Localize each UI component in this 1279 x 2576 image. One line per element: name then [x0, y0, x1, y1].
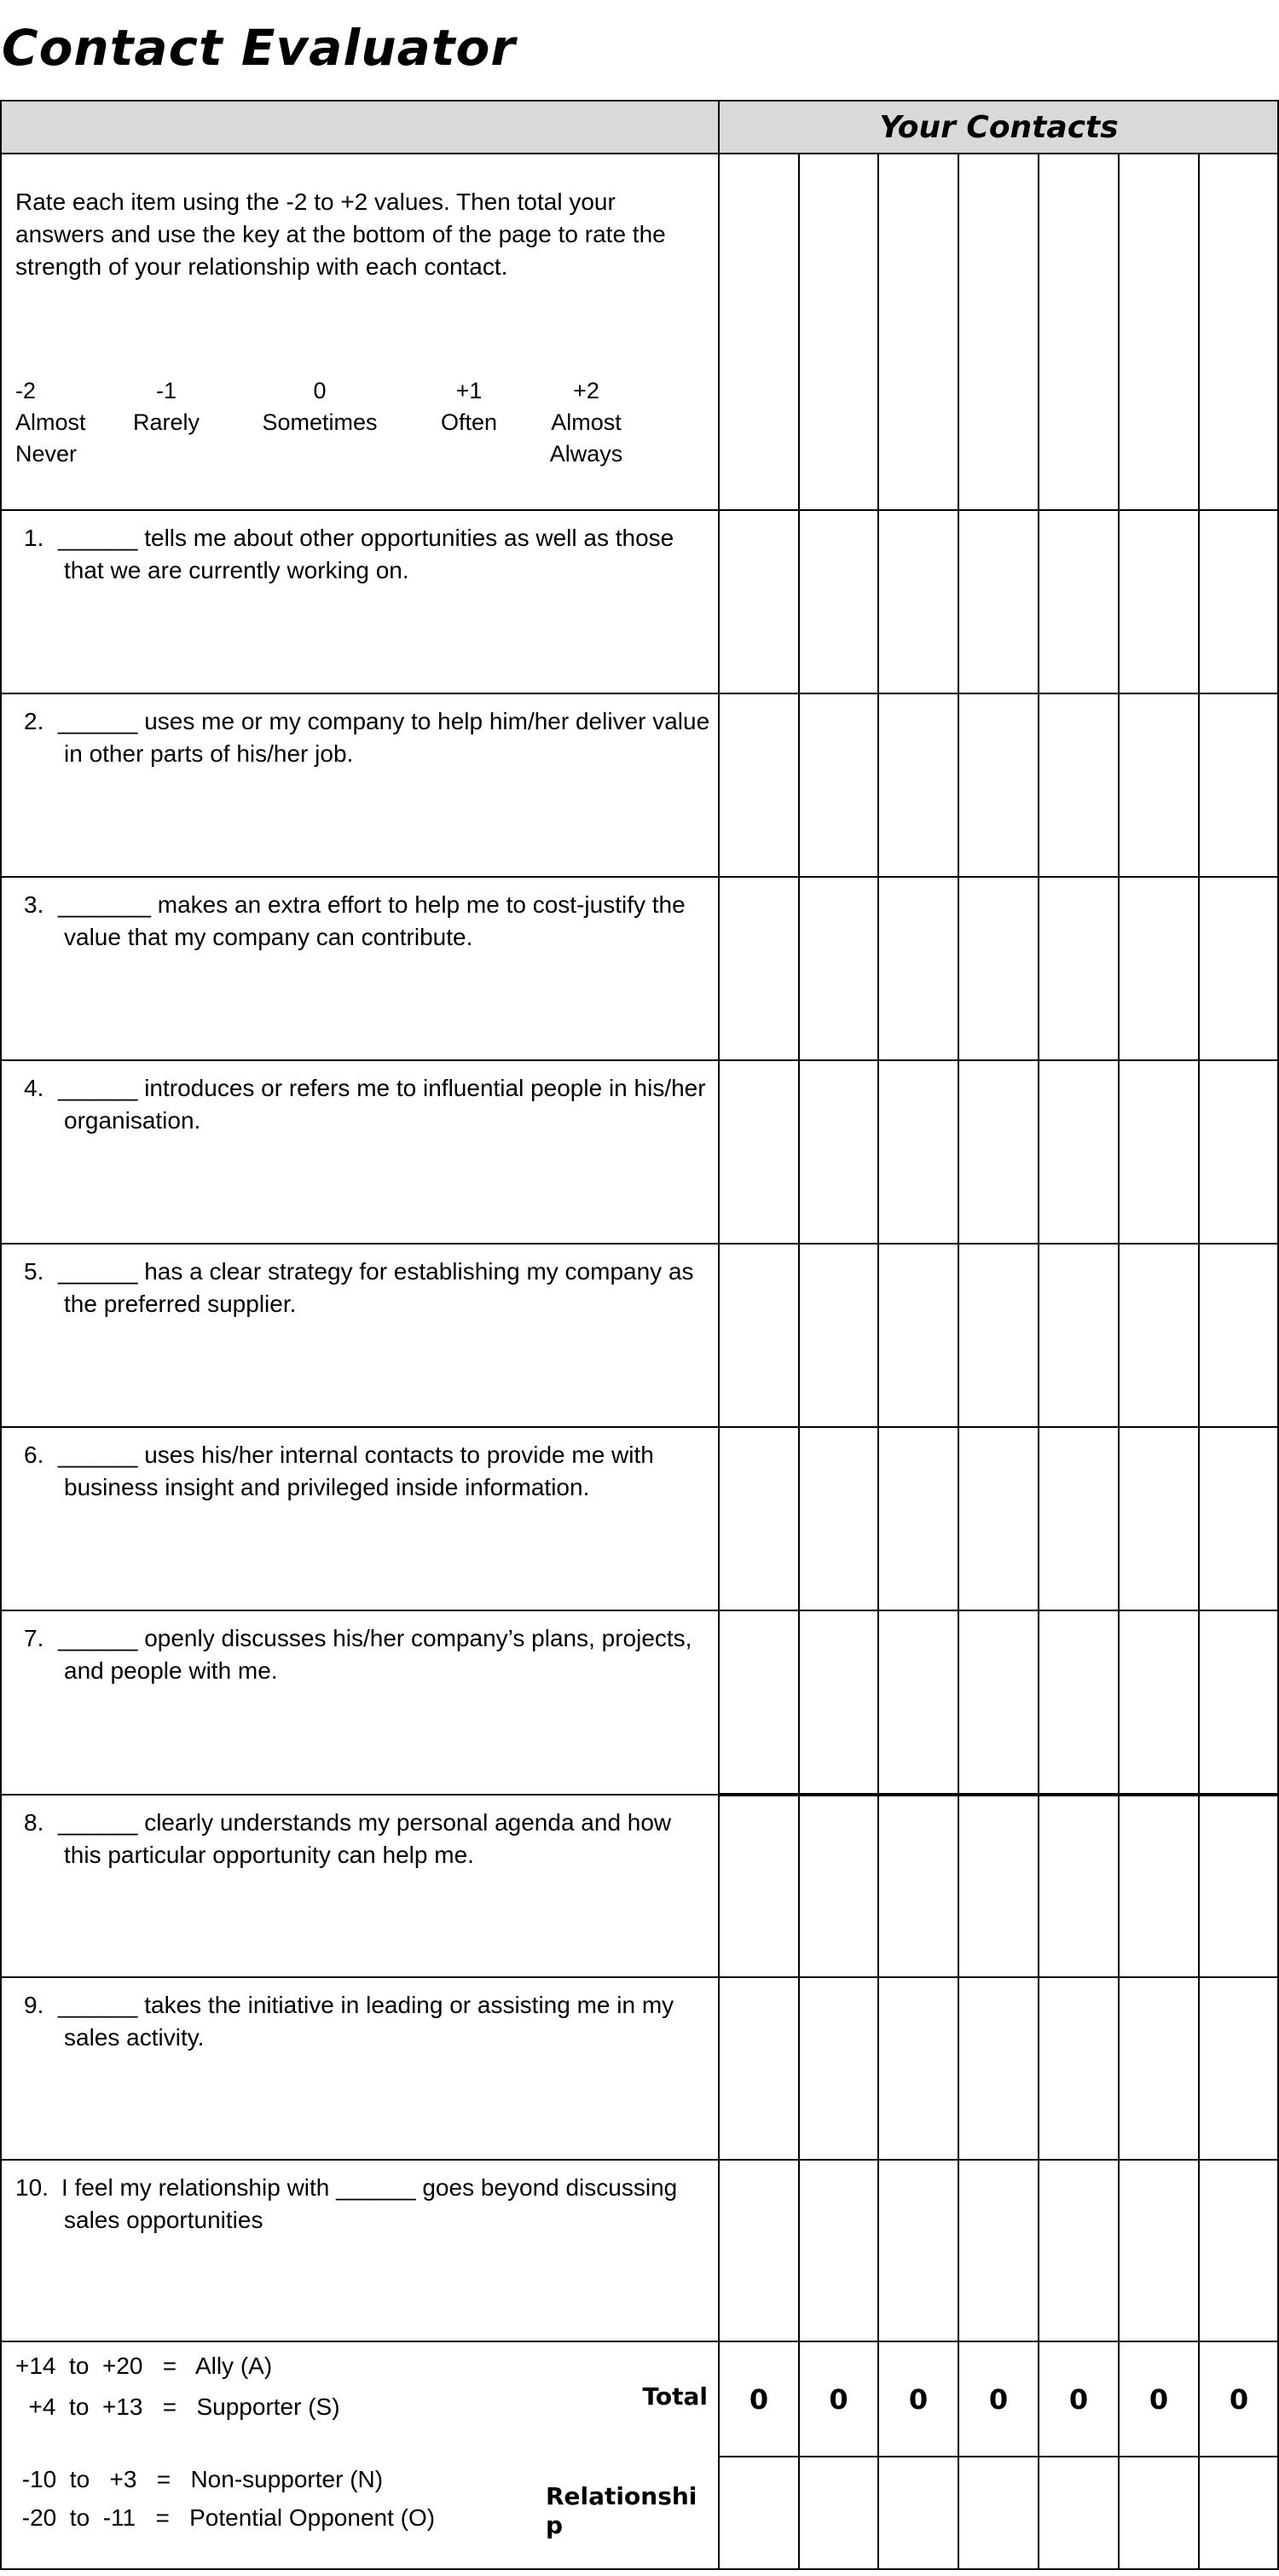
contact-rating-cell[interactable] — [1119, 1610, 1199, 1795]
question-number: 8. — [24, 1809, 44, 1836]
relationship-cell[interactable] — [1119, 2457, 1199, 2569]
total-value: 0 — [749, 2382, 769, 2416]
question-item — [15, 2172, 710, 2237]
relationship-cell[interactable] — [719, 2457, 799, 2569]
contact-rating-cell[interactable] — [1119, 1244, 1199, 1427]
contact-rating-cell[interactable] — [1039, 693, 1119, 877]
question-item — [15, 1439, 710, 1504]
contact-rating-cell[interactable] — [799, 1977, 878, 2160]
relationship-cell[interactable] — [878, 2457, 958, 2569]
question-number: 2. — [24, 708, 44, 734]
relationship-cell[interactable] — [958, 2457, 1039, 2569]
scale-label: Almost Always — [549, 409, 623, 467]
contact-rating-cell[interactable] — [878, 1795, 958, 1977]
contact-rating-cell[interactable] — [1199, 1795, 1279, 1977]
contact-rating-cell[interactable] — [1039, 1244, 1119, 1427]
contact-rating-cell[interactable] — [1039, 1977, 1119, 2160]
scale-label: Almost Never — [15, 409, 86, 467]
question-text: ______ clearly understands my personal agenda and how this particular opportunity can help me. — [58, 1809, 672, 1868]
total-value: 0 — [829, 2382, 848, 2416]
scale-label: Rarely — [132, 409, 200, 435]
contact-rating-cell[interactable] — [719, 693, 799, 877]
contact-rating-cell[interactable] — [1039, 1060, 1119, 1244]
contact-rating-cell[interactable] — [958, 1795, 1039, 1977]
contact-rating-cell[interactable] — [799, 154, 878, 510]
contact-rating-cell[interactable] — [1119, 510, 1199, 693]
scale-value: -2 — [15, 378, 37, 403]
contact-rating-cell[interactable] — [1039, 510, 1119, 693]
contact-rating-cell[interactable] — [799, 693, 878, 877]
page-title: Contact Evaluator — [2, 19, 516, 77]
contact-rating-cell[interactable] — [799, 1060, 878, 1244]
contact-rating-cell[interactable] — [1039, 1795, 1119, 1977]
contact-rating-cell[interactable] — [719, 154, 799, 510]
question-text: ______ tells me about other opportunities as well as those that we are currently working on. — [58, 525, 674, 583]
contact-rating-cell[interactable] — [878, 877, 958, 1060]
question-number: 5. — [24, 1258, 44, 1285]
contact-rating-cell[interactable] — [878, 1610, 958, 1795]
contact-rating-cell[interactable] — [1199, 1977, 1279, 2160]
key-entry: +4 to +13 = Supporter (S) — [15, 2393, 340, 2420]
total-value: 0 — [908, 2382, 929, 2416]
contact-rating-cell[interactable] — [958, 877, 1039, 1060]
scale-label: Sometimes — [262, 409, 378, 435]
contact-rating-cell[interactable] — [1199, 2160, 1279, 2341]
contact-rating-cell[interactable] — [799, 1427, 878, 1610]
question-text: I feel my relationship with ______ goes beyond discussing sales opportunities — [61, 2174, 678, 2233]
question-number: 9. — [24, 1992, 44, 2018]
contact-rating-cell[interactable] — [1199, 1060, 1279, 1244]
contact-rating-cell[interactable] — [719, 1610, 799, 1795]
contact-rating-cell[interactable] — [878, 693, 958, 877]
contact-rating-cell[interactable] — [878, 154, 958, 510]
contact-rating-cell[interactable] — [1039, 1610, 1119, 1795]
contact-rating-cell[interactable] — [1199, 1427, 1279, 1610]
contact-rating-cell[interactable] — [1199, 510, 1279, 693]
question-item — [15, 705, 710, 770]
contact-rating-cell[interactable] — [1199, 154, 1279, 510]
relationship-cell[interactable] — [1199, 2457, 1279, 2569]
contact-rating-cell[interactable] — [1199, 693, 1279, 877]
contact-rating-cell[interactable] — [719, 1244, 799, 1427]
contact-rating-cell[interactable] — [1119, 1795, 1199, 1977]
total-label: Total — [642, 2382, 708, 2411]
contact-rating-cell[interactable] — [878, 1060, 958, 1244]
contact-rating-cell[interactable] — [1119, 693, 1199, 877]
instructions-text: Rate each item using the -2 to +2 values. Then total your answers and use the key at the bottom of the page to rate the strength of your relationship with each contact. — [15, 189, 666, 280]
total-value: 0 — [1149, 2382, 1169, 2416]
contact-rating-cell[interactable] — [719, 1795, 799, 1977]
contact-rating-cell[interactable] — [719, 2160, 799, 2341]
question-item — [15, 1256, 710, 1320]
scale-value: +2 — [573, 378, 599, 403]
your-contacts-header: Your Contacts — [879, 109, 1119, 145]
question-number: 1. — [24, 525, 44, 551]
total-value: 0 — [1068, 2382, 1089, 2416]
contact-rating-cell[interactable] — [1119, 1060, 1199, 1244]
contact-rating-cell[interactable] — [1199, 1610, 1279, 1795]
contact-rating-cell[interactable] — [878, 1977, 958, 2160]
key-entry: +14 to +20 = Ally (A) — [15, 2353, 273, 2379]
question-item — [15, 889, 710, 954]
question-item — [15, 1072, 710, 1137]
relationship-label: Relationshi p — [546, 2482, 697, 2539]
contact-rating-cell[interactable] — [799, 2160, 878, 2341]
scale-item — [439, 375, 499, 438]
contact-rating-cell[interactable] — [1039, 877, 1119, 1060]
question-number: 4. — [24, 1075, 44, 1101]
contact-rating-cell[interactable] — [1199, 1244, 1279, 1427]
scale-item — [546, 375, 627, 470]
question-number: 7. — [24, 1625, 44, 1651]
question-text: ______ has a clear strategy for establishing my company as the preferred supplier. — [58, 1258, 694, 1317]
total-value: 0 — [988, 2382, 1009, 2416]
question-text: ______ introduces or refers me to influential people in his/her organisation. — [58, 1075, 706, 1134]
key-entry: -20 to -11 = Potential Opponent (O) — [15, 2504, 436, 2531]
question-text: ______ uses his/her internal contacts to provide me with business insight and privileged inside information. — [58, 1442, 654, 1500]
contact-rating-cell[interactable] — [1199, 877, 1279, 1060]
contact-rating-cell[interactable] — [799, 1610, 878, 1795]
contact-rating-cell[interactable] — [719, 1060, 799, 1244]
scale-item — [15, 375, 92, 470]
question-item — [15, 1622, 710, 1687]
contact-rating-cell[interactable] — [958, 1977, 1039, 2160]
question-item — [15, 1807, 710, 1871]
relationship-cell[interactable] — [799, 2457, 878, 2569]
question-item — [15, 1989, 710, 2054]
scale-value: 0 — [313, 378, 327, 403]
contact-rating-cell[interactable] — [958, 693, 1039, 877]
contact-rating-cell[interactable] — [958, 1427, 1039, 1610]
contact-rating-cell[interactable] — [1119, 1427, 1199, 1610]
relationship-cell[interactable] — [1039, 2457, 1119, 2569]
contact-rating-cell[interactable] — [1119, 2160, 1199, 2341]
question-text: ______ takes the initiative in leading or assisting me in my sales activity. — [58, 1992, 674, 2051]
contact-rating-cell[interactable] — [958, 2160, 1039, 2341]
contact-rating-cell[interactable] — [799, 1795, 878, 1977]
contact-rating-cell[interactable] — [1119, 1977, 1199, 2160]
contact-rating-cell[interactable] — [1039, 1427, 1119, 1610]
contact-rating-cell[interactable] — [958, 1244, 1039, 1427]
contact-rating-cell[interactable] — [878, 1427, 958, 1610]
question-number: 6. — [24, 1442, 44, 1468]
contact-rating-cell[interactable] — [958, 1610, 1039, 1795]
contact-rating-cell[interactable] — [799, 510, 878, 693]
contact-rating-cell[interactable] — [799, 1244, 878, 1427]
question-number: 10. — [15, 2174, 49, 2201]
question-text: ______ openly discusses his/her company’s plans, projects, and people with me. — [58, 1625, 692, 1684]
question-item — [15, 522, 710, 587]
key-entry: -10 to +3 = Non-supporter (N) — [15, 2466, 384, 2492]
contact-rating-cell[interactable] — [878, 1244, 958, 1427]
contact-rating-cell[interactable] — [799, 877, 878, 1060]
contact-rating-cell[interactable] — [1119, 154, 1199, 510]
scale-value: +1 — [455, 378, 483, 403]
scale-label: Often — [440, 409, 498, 435]
total-value: 0 — [1229, 2382, 1249, 2416]
question-text: ______ uses me or my company to help him/her deliver value in other parts of his/her job. — [58, 708, 710, 767]
contact-rating-cell[interactable] — [719, 877, 799, 1060]
contact-rating-cell[interactable] — [1119, 877, 1199, 1060]
question-text: _______ makes an extra effort to help me to cost-justify the value that my company can contribute. — [58, 891, 686, 950]
contact-rating-cell[interactable] — [878, 510, 958, 693]
contact-rating-cell[interactable] — [719, 1427, 799, 1610]
contact-rating-cell[interactable] — [1039, 154, 1119, 510]
contact-rating-cell[interactable] — [958, 1060, 1039, 1244]
question-number: 3. — [24, 891, 44, 918]
contact-rating-cell[interactable] — [958, 154, 1039, 510]
scale-item — [128, 375, 205, 438]
contact-rating-cell[interactable] — [719, 1977, 799, 2160]
contact-rating-cell[interactable] — [958, 510, 1039, 693]
contact-rating-cell[interactable] — [878, 2160, 958, 2341]
contact-rating-cell[interactable] — [719, 510, 799, 693]
scale-value: -1 — [155, 378, 177, 403]
scale-item — [256, 375, 384, 438]
contact-rating-cell[interactable] — [1039, 2160, 1119, 2341]
